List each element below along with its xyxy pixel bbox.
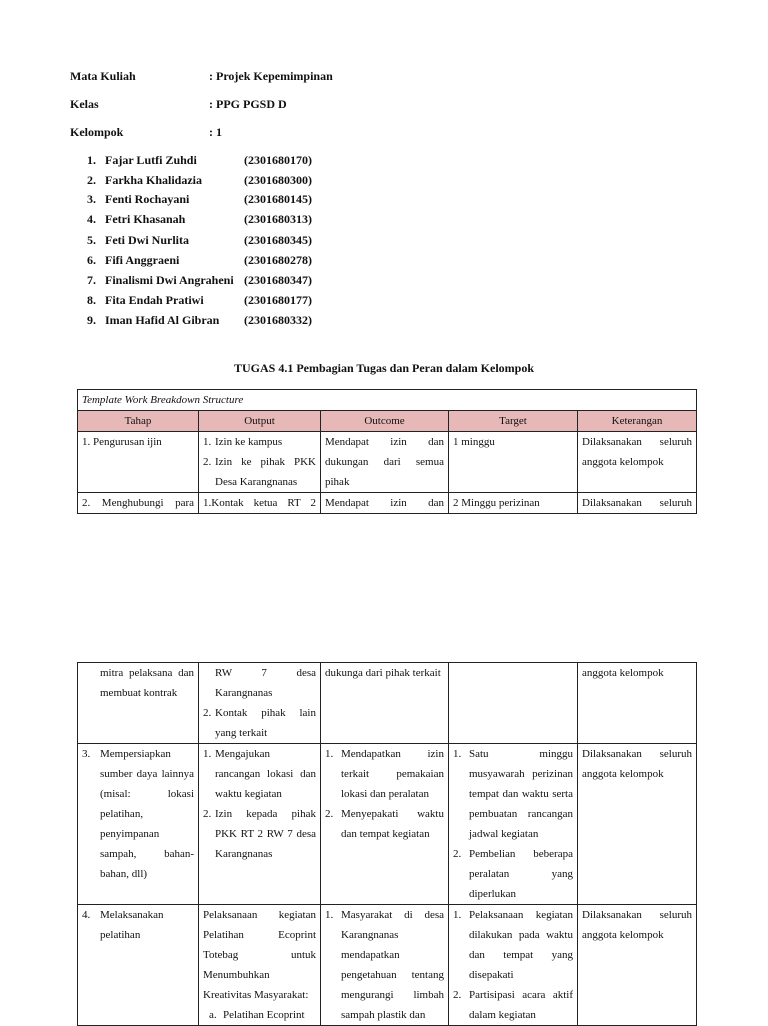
list-text: Mengajukan rancangan lokasi dan waktu kegiatan — [215, 748, 316, 800]
list-text: Pelaksanaan kegiatan Pelatihan Ecoprint Totebag untuk Menumbuhkan Kreativitas Masyarakat: — [203, 909, 316, 1001]
cell-keterangan: Dilaksanakan seluruh — [578, 493, 697, 514]
member-nim: (2301680313) — [244, 212, 312, 226]
cell-outcome: dukunga dari pihak terkait — [321, 663, 449, 744]
member-number: 5. — [87, 233, 96, 247]
member-nim: (2301680332) — [244, 313, 312, 327]
list-text: Partisipasi acara aktif dalam kegiatan — [469, 989, 573, 1021]
page-title: TUGAS 4.1 Pembagian Tugas dan Peran dalam Kelompok — [233, 361, 535, 375]
member-nim: (2301680177) — [244, 293, 312, 307]
cell-target: 2 Minggu perizinan — [449, 493, 578, 514]
cell-keterangan: Dilaksanakan seluruh anggota kelompok — [578, 744, 697, 905]
list-number: 2. — [453, 848, 462, 860]
list-number: 1. — [453, 909, 462, 921]
list-number: 1. — [325, 909, 334, 921]
cell-outcome: Mendapat izin dan — [321, 493, 449, 514]
cell-outcome — [321, 905, 449, 1026]
member-number: 6. — [87, 253, 96, 267]
table-header-row — [78, 411, 697, 432]
member-name: Fenti Rochayani — [105, 192, 190, 206]
cell-tahap: 1. Pengurusan ijin — [78, 432, 199, 493]
group-label: Kelompok — [70, 125, 124, 139]
list-text: Menyepakati waktu dan tempat kegiatan — [341, 808, 444, 840]
cell-keterangan: anggota kelompok — [578, 663, 697, 744]
table-row — [78, 744, 697, 905]
member-name: Fita Endah Pratiwi — [105, 293, 204, 307]
list-text: Kontak pihak lain yang terkait — [215, 707, 316, 739]
member-number: 9. — [87, 313, 96, 327]
member-name: Finalismi Dwi Angraheni — [105, 273, 234, 287]
member-number: 3. — [87, 192, 96, 206]
cell-tahap: mitra pelaksana dan membuat kontrak — [78, 663, 199, 744]
cell-output — [199, 905, 321, 1026]
member-name: Farkha Khalidazia — [105, 173, 203, 187]
cell-output — [199, 663, 321, 744]
member-nim: (2301680347) — [244, 273, 312, 287]
table-caption-row — [78, 390, 697, 411]
list-text: Pelatihan Ecoprint — [223, 1009, 305, 1021]
member-nim: (2301680300) — [244, 173, 312, 187]
list-text: Mendapatkan izin terkait pemakaian lokasi dan peralatan — [341, 748, 444, 800]
header-outcome: Outcome — [321, 411, 449, 432]
list-number: 1. — [453, 748, 462, 760]
table-row — [78, 493, 697, 514]
list-number: a. — [209, 1009, 217, 1021]
cell-output — [199, 432, 321, 493]
list-text: Pembelian beberapa peralatan yang diperlukan — [469, 848, 573, 900]
table-caption: Template Work Breakdown Structure — [78, 390, 697, 411]
table-row — [78, 905, 697, 1026]
cell-outcome: Mendapat izin dan dukungan dari semua pihak — [321, 432, 449, 493]
cell-tahap: 2. Menghubungi para — [78, 493, 199, 514]
header-output: Output — [199, 411, 321, 432]
member-nim: (2301680145) — [244, 192, 312, 206]
table-row — [78, 663, 697, 744]
list-number: 2. — [453, 989, 462, 1001]
group-value: : 1 — [209, 125, 222, 139]
class-label: Kelas — [70, 97, 99, 111]
list-number: 1. — [325, 748, 334, 760]
list-number: 3. — [82, 748, 91, 760]
cell-outcome — [321, 744, 449, 905]
table-row — [78, 432, 697, 493]
cell-target — [449, 744, 578, 905]
list-text: RW 7 desa Karangnanas — [215, 667, 316, 699]
list-number: 1. — [203, 436, 212, 448]
member-name: Iman Hafid Al Gibran — [105, 313, 220, 327]
list-text: Izin ke pihak PKK Desa Karangnanas — [215, 456, 316, 488]
member-name: Fetri Khasanah — [105, 212, 186, 226]
cell-output — [199, 744, 321, 905]
member-number: 4. — [87, 212, 96, 226]
list-text: Izin ke kampus — [215, 436, 283, 448]
list-text: Pelaksanaan kegiatan dilakukan pada waktu dan tempat yang disepakati — [469, 909, 573, 981]
list-number: 1. — [203, 748, 212, 760]
member-number: 8. — [87, 293, 96, 307]
class-value: : PPG PGSD D — [209, 97, 287, 111]
cell-tahap — [78, 905, 199, 1026]
header-tahap: Tahap — [78, 411, 199, 432]
member-nim: (2301680345) — [244, 233, 312, 247]
header-target: Target — [449, 411, 578, 432]
member-number: 2. — [87, 173, 96, 187]
list-number: 2. — [203, 456, 212, 468]
course-label: Mata Kuliah — [70, 69, 136, 83]
member-name: Fajar Lutfi Zuhdi — [105, 153, 197, 167]
cell-keterangan: Dilaksanakan seluruh anggota kelompok — [578, 432, 697, 493]
list-text: Satu minggu musyawarah perizinan tempat dan waktu serta pembuatan rancangan jadwal kegiatan — [469, 748, 573, 840]
course-value: : Projek Kepemimpinan — [209, 69, 333, 83]
header-keterangan: Keterangan — [578, 411, 697, 432]
member-nim: (2301680170) — [244, 153, 312, 167]
member-number: 7. — [87, 273, 96, 287]
list-number: 4. — [82, 909, 91, 921]
list-text: Melaksanakan pelatihan — [100, 909, 164, 941]
wbs-table-continued — [77, 662, 697, 1026]
list-text: Mempersiapkan sumber daya lainnya (misal: lokasi pelatihan, penyimpanan sampah, bahan-bahan, dll) — [100, 748, 194, 880]
cell-target — [449, 663, 578, 744]
list-number: 2. — [325, 808, 334, 820]
cell-target: 1 minggu — [449, 432, 578, 493]
member-name: Feti Dwi Nurlita — [105, 233, 189, 247]
member-name: Fifi Anggraeni — [105, 253, 180, 267]
member-number: 1. — [87, 153, 96, 167]
wbs-table — [77, 389, 697, 514]
list-text: Izin kepada pihak PKK RT 2 RW 7 desa Karangnanas — [215, 808, 316, 860]
list-number: 2. — [203, 707, 212, 719]
cell-keterangan: Dilaksanakan seluruh anggota kelompok — [578, 905, 697, 1026]
list-number: 2. — [203, 808, 212, 820]
cell-target — [449, 905, 578, 1026]
cell-output: 1.Kontak ketua RT 2 — [199, 493, 321, 514]
member-nim: (2301680278) — [244, 253, 312, 267]
cell-tahap — [78, 744, 199, 905]
list-text: Masyarakat di desa Karangnanas mendapatkan pengetahuan tentang mengurangi limbah sampah plastik dan — [341, 909, 444, 1021]
